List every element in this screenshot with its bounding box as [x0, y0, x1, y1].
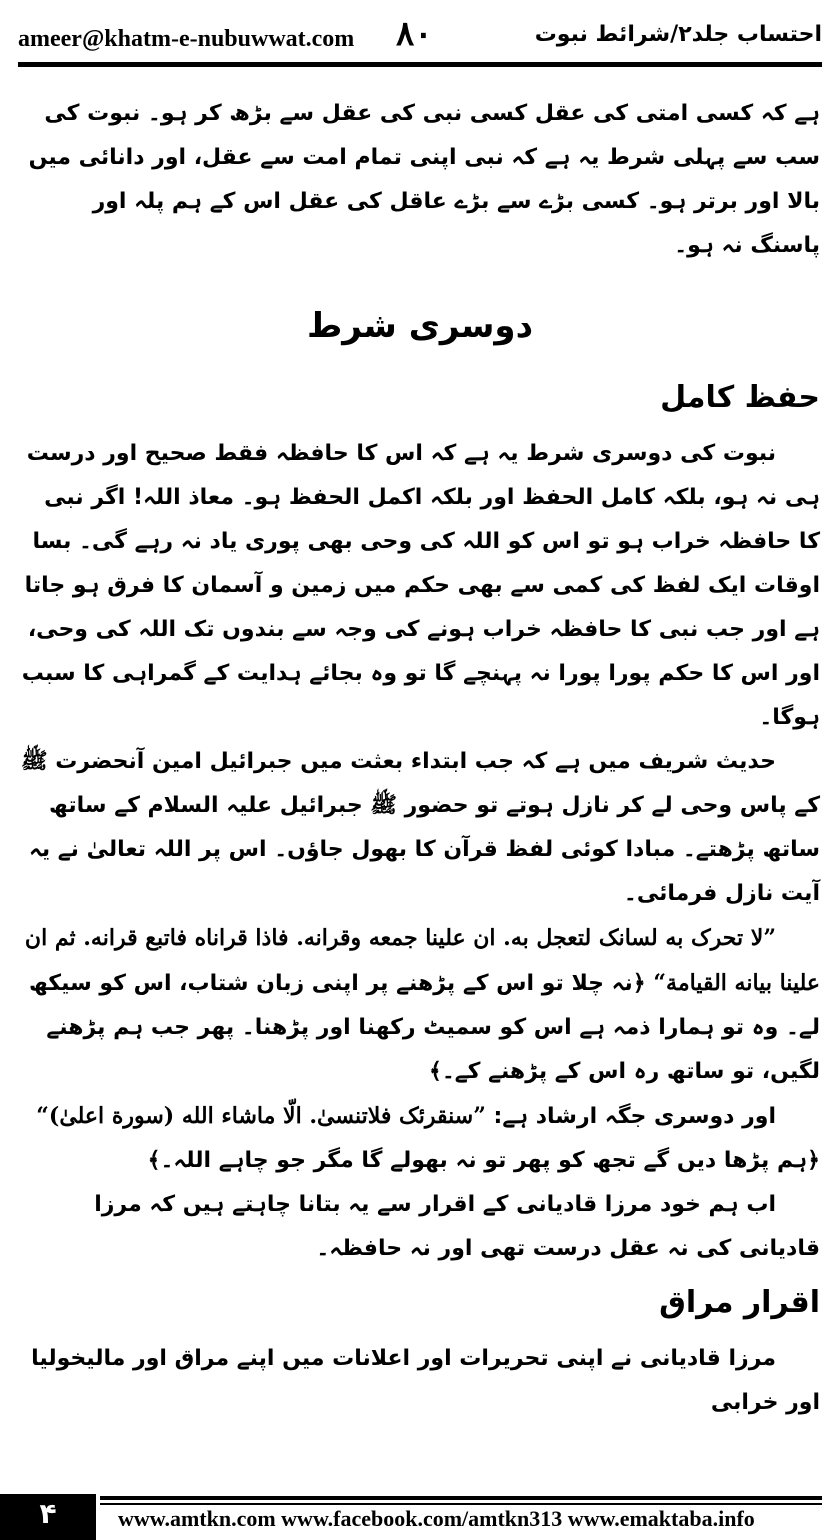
page-header	[18, 10, 822, 56]
second-verse-block	[20, 1094, 820, 1183]
second-place-intro: اور دوسری جگہ ارشاد ہے:	[493, 1104, 776, 1129]
intro-paragraph: ہے کہ کسی امتی کی عقل کسی نبی کی عقل سے بڑھ کر ہو۔ نبوت کی سب سے پہلی شرط یہ ہے کہ نبی اپنی تمام امت سے عقل، اور دانائی میں بالا اور برتر ہو۔ کسی بڑے سے بڑے عاقل کی عقل اس کے ہم پلہ اور پاسنگ نہ ہو۔	[28, 101, 820, 258]
footer-links[interactable]: www.amtkn.com www.facebook.com/amtkn313 www.emaktaba.info	[118, 1506, 755, 1531]
page-footer	[0, 1488, 840, 1540]
book-title: احتساب جلد۲/شرائط نبوت	[534, 22, 822, 47]
footer-badge: ۴	[0, 1494, 96, 1540]
subheading-maraq: اقرار مراق	[659, 1285, 820, 1320]
mirza-paragraph: اب ہم خود مرزا قادیانی کے اقرار سے یہ بتانا چاہتے ہیں کہ مرزا قادیانی کی نہ عقل درست تھی اور نہ حافظہ۔	[94, 1192, 820, 1261]
verse-arabic: ”لا تحرک به لسانک لتعجل به. ان علینا جمعه وقرانه. فاذا قراناه فاتبع قرانه. ثم ان علینا بیانه القیامة“	[24, 925, 820, 996]
verse-translation: ﴿نہ چلا تو اس کے پڑھنے پر اپنی زبان شتاب، اس کو سیکھ لے۔ وہ تو ہمارا ذمہ ہے اس کو سمیٹ رکھنا اور پڑھنا۔ پھر جب ہم پڑھنے لگیں، تو ساتھ رہ اس کے پڑھنے کے۔﴾	[28, 971, 820, 1084]
verse-block	[20, 916, 820, 1094]
header-divider	[18, 62, 822, 67]
second-verse-arabic: ”سنقرئک فلاتنسیٰ. الّا ماشاء الله (سورة اعلیٰ)“	[36, 1103, 486, 1129]
page-number: ۸۰	[396, 14, 433, 54]
subheading-hifz: حفظ کامل	[660, 380, 820, 415]
page-content	[20, 92, 820, 1425]
section-heading: دوسری شرط	[306, 306, 534, 346]
hadith-paragraph: حدیث شریف میں ہے کہ جب ابتداء بعثت میں جبرائیل امین آنحضرت ﷺ کے پاس وحی لے کر نازل ہوتے تو حضور ﷺ جبرائیل علیہ السلام کے ساتھ ساتھ پڑھتے۔ مبادا کوئی لفظ قرآن کا بھول جاؤں۔ اس پر اللہ تعالیٰ نے یہ آیت نازل فرمائی۔	[20, 749, 820, 906]
second-verse-translation: ﴿ہم پڑھا دیں گے تجھ کو پھر تو نہ بھولے گا مگر جو چاہے اللہ۔﴾	[147, 1148, 820, 1173]
last-paragraph: مرزا قادیانی نے اپنی تحریرات اور اعلانات میں اپنے مراق اور مالیخولیا اور خرابی	[31, 1346, 820, 1415]
footer-rule-thick	[100, 1496, 822, 1500]
header-email[interactable]: ameer@khatm-e-nubuwwat.com	[18, 26, 355, 52]
hifz-paragraph: نبوت کی دوسری شرط یہ ہے کہ اس کا حافظہ فقط صحیح اور درست ہی نہ ہو، بلکہ کامل الحفظ اور بلکہ اکمل الحفظ ہو۔ معاذ اللہ! اگر نبی کا حافظہ خراب ہو تو اس کو اللہ کی وحی بھی پوری یاد نہ رہے گی۔ بسا اوقات ایک لفظ کی کمی سے بھی حکم میں زمین و آسمان کا فرق ہو جاتا ہے اور جب نبی کا حافظہ خراب ہونے کی وجہ سے بندوں تک اللہ کی وحی، اور اس کا حکم پورا پورا نہ پہنچے گا تو وہ بجائے ہدایت کے گمراہی کا سبب ہوگا۔	[21, 441, 820, 730]
footer-rule-thin	[100, 1503, 822, 1505]
